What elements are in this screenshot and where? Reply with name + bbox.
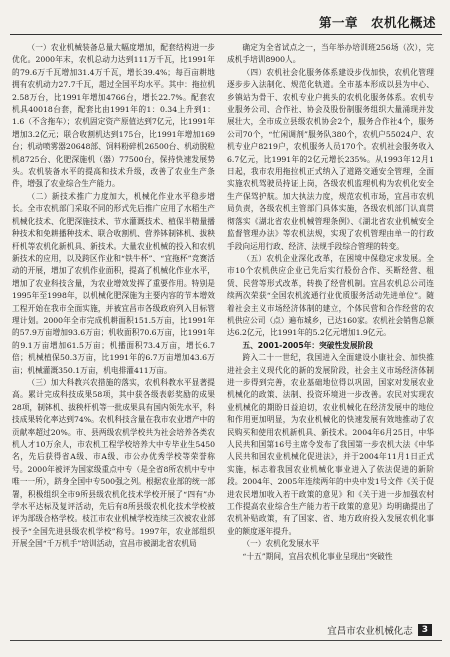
paragraph: （三）加大科教兴农措施的落实，农机科教水平显著提高。累计完成科技成果58项，其中获各级表彰奖励的成果28项，制钵机、拔秧杆机等一批成果具有国内领先水平，科技成果转化率达到74%。农机科技含量在我市农业增产中的贡献率超过20%。市、县两级农机学校共为社会培养各类农机人才10万余人，市农机工程学校培养大中专毕业生5450名，先后获得省A级、市A级、市公办优秀学校等荣誉称号。2000年被评为国家级重点中专（是全省8所农机中专中唯一一所），跻身全国中专500强之列。根据农业部的统一部署，积极组织全市9所县级农机化技术学校开展了“四有”办学水平达标及复评活动，先后有8所县级农机化技术学校被评为部级合格学校。枝江市农业机械学校连续三次被农业部授予“全国先进县级农机学校”称号。1997年，农业部组织开展全国“千万机手”培训活动，宜昌市被湖北省农机局 [12,377,216,549]
left-column [12,42,215,551]
footer-rule [10,640,442,641]
header-rule [10,34,442,35]
subsection-heading: （一）农机化发展水平 [242,539,320,549]
paragraph: （一）农业机械装备总量大幅度增加，配套结构进一步优化。2000年末，农机总动力达到111万千瓦，比1991年的79.6万千瓦增加31.4万千瓦，增长39.4%；每百亩耕地拥有农机动力27.7千瓦，超过全国平均水平。其中：拖拉机2.58万台，比1991年增加4766台，增长22.7%。配套农机具40018台套，配套比由1991年的1：0.34上升到1：1.6（不含拖车）；农机固定资产原值达到7亿元，比1991年增加3.2亿元；联合收割机达到175台，比1991年增加169台；机动喷雾器20648部、饲料粉碎机26500台、机动脱粒机8725台、化肥深施机（器）77500台，保持快速发展势头。农机装备水平的提高和技术升级，改善了农业生产条件，增强了农业综合生产能力。 [12,43,215,189]
section-heading: 五、2001-2005年：突破性发展阶段 [242,340,373,350]
paragraph: （二）新技术推广力度加大，机械化作业水平稳步增长。全市农机部门采取不同的形式先后推广应用了水稻生产机械化技术、化肥深施技术、节水灌溉技术、植保半精量播种技术和免耕播种技术、联合收割机、营养钵制钵机、拔秧杆机等农机化新机具、新技术。大量农业机械的投入和农机新技术的应用，以及跨区作业和“铁牛杯”、“宜拖杯”竞赛活动的开展，增加了农机作业面积，提高了机械化作业水平，增加了农业科技含量，为农业增效发挥了重要作用。特别是1995年至1998年，以机械化肥深施为主要内容的节本增效工程开始在我市全面实施，并被宜昌市各级政府列入目标管理计划。2000年全市完成机耕面积151.5万亩，比1991年的57.9万亩增加93.6万亩；机收面积70.6万亩，比1991年的9.1万亩增加61.5万亩；机播面积73.4万亩，增长6.7倍；机械植保50.3万亩，比1991年的6.7万亩增加43.6万亩；机械灌溉350.1万亩，机电排灌411万亩。 [12,191,215,375]
chapter-title: 第一章 农机化概述 [318,15,436,30]
paragraph: “十五”期间，宜昌农机化事业呈现出“突破性 [242,551,393,561]
page-footer [327,623,432,637]
paragraph: （四）农机社会化服务体系建设步伐加快，农机化管理逐步步入法制化、规范化轨道。全市基本形成以县为中心、乡镇站为骨干、农机专业户挑头的农机化服务体系。农机专业服务公司、合作社、协会及股份制服务组织大量涌现并发展壮大，全市成立县级农机协会2个，服务合作社4个，服务公司70个，“忙闲调剂”服务队380个，农机户55024户、农机专业户8219户，农机服务人员170个。农机社会服务收入6.7亿元，比1991年的2亿元增长235%。从1993年12月1日起，我市农用拖拉机正式纳入了道路交通安全管理，全面实施农机驾驶员持证上岗，各级农机监理机构为农机化安全生产保驾护航。加大执法力度，规范农机市场，宜昌市农机局负责，各级农机主管部门具体实施，各级农机部门认真贯彻落实《湖北省农业机械管理条例》、《湖北省农业机械安全监督管理办法》等农机法规，实现了农机管理由单一的行政手段向运用行政、经济、法规手段综合管理的转变。 [227,67,434,251]
right-column [227,42,434,563]
paragraph: 确定为全省试点之一，当年举办培训班256场（次），完成机手培训8900人。 [227,43,434,65]
book-title: 宜昌市农业机械化志 [327,626,413,637]
paragraph: （五）农机企业深化改革，在困境中保稳定求发展。全市10个农机供应企业已先后实行股份合作、买断经营、租赁、民营等形式改革，转换了经营机制。宜昌农机总公司连续两次荣获“全国农机流通行业优质服务活动先进单位”。随着社会主义市场经济体制的建立，个体民营和合作经营的农机供应公司（点）遍布城乡，已达160家。农机社会销售总额达6.2亿元，比1991年的5.2亿元增加1.9亿元。 [227,253,434,338]
paragraph: 跨入二十一世纪，我国进入全面建设小康社会、加快推进社会主义现代化的新的发展阶段，社会主义市场经济体制进一步得到完善，农业基础地位得以巩固，国家对发展农业机械化的政策、法制、投资环境进一步改善。农民对实现农业机械化的期盼日益迫切，农业机械化在经济发展中的地位和作用更加明显，为农业机械化的快速发展有效地推动了农民购买和使用农机新机具、新技术。2004年6月25日，中华人民共和国第16号主席令发布了我国第一步农机大法《中华人民共和国农业机械化促进法》，并于2004年11月1日正式实施，标志着我国农业机械化事业进入了依法促进的新阶段。2004年、2005年连续两年的中央中发1号文件《关于促进农民增加收入若干政策的意见》和《关于进一步加强农村工作提高农业综合生产能力若干政策的意见》均明确提出了农机补贴政策，有了国家、省、地方政府投入发展农机化事业的额度逐年提升。 [227,353,434,536]
page-number: 3 [418,624,432,636]
